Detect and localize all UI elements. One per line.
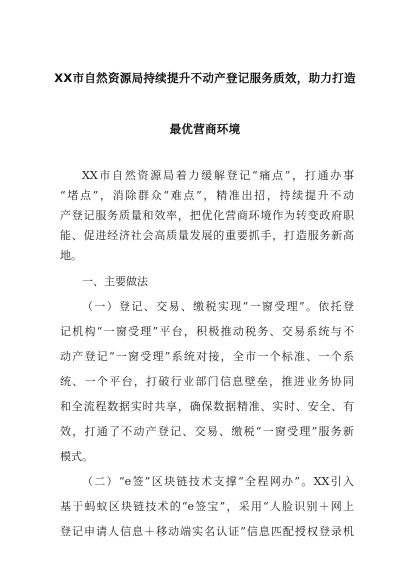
paragraph-line: 统、一个平台，打破行业部门信息壁垒，推进业务协同 [60,375,354,388]
paragraph-line: XX市自然资源局着力缓解登记“痛点”，打通办事 [82,169,354,182]
paragraph-line: （一）登记、交易、缴税实现“一窗受理”。依托登 [82,300,354,313]
paragraph-line: 能、促进经济社会高质量发展的重要抓手，打造服务新高 [60,229,354,242]
section-heading: 一、主要做法 [82,275,148,288]
document-title-line-2: 最优营商环境 [169,122,241,136]
paragraph-line: 模式。 [60,450,93,463]
paragraph-line: 地。 [60,249,82,262]
paragraph-line: 基于蚂蚁区块链技术的“e签宝”，采用“人脸识别＋网上 [60,500,354,513]
paragraph-line: 和全流程数据实时共享，确保数据精准、实时、安全、有 [60,400,354,413]
document-title-line-1: XX市自然资源局持续提升不动产登记服务质效，助力打造 [54,71,356,85]
paragraph-line: 动产登记“一窗受理”系统对接，全市一个标准、一个系 [60,350,354,363]
paragraph-line: （二）“e签”区块链技术支撑“全程网办”。XX引入 [82,475,354,488]
paragraph-line: 登记申请人信息＋移动端实名认证”信息匹配授权登录机 [60,525,354,538]
paragraph-line: 产登记服务质量和效率，把优化营商环境作为转变政府职 [60,209,354,222]
paragraph-line: 效，打通了不动产登记、交易、缴税“一窗受理”服务新 [60,425,354,438]
paragraph-line: 记机构“一窗受理”平台，积极推动税务、交易系统与不 [60,325,354,338]
paragraph-line: “堵点”，消除群众“难点”，精准出招，持续提升不动 [60,189,354,202]
